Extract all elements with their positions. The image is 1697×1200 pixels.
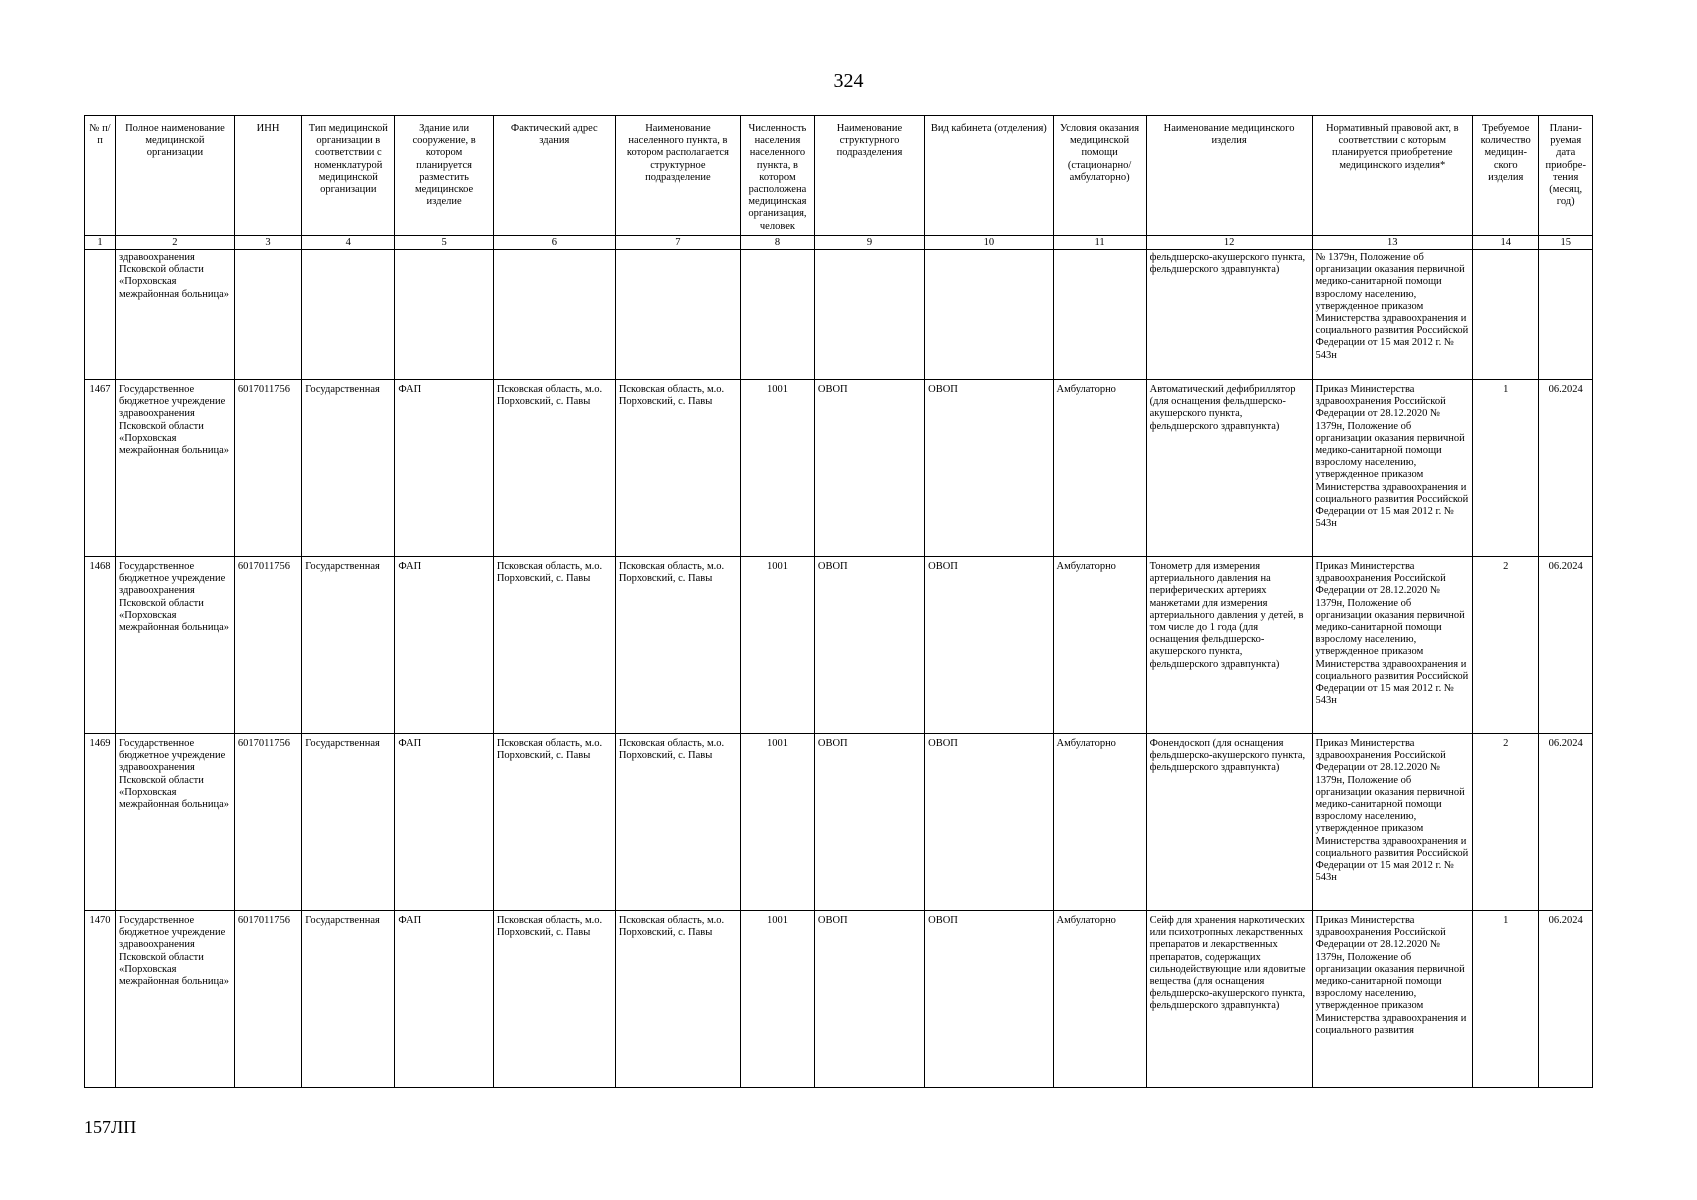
cell-date: 06.2024 (1539, 557, 1593, 734)
table-row (85, 380, 1593, 557)
column-header: Наименование структурного подразделения (814, 116, 924, 236)
column-number: 12 (1146, 236, 1312, 250)
cell-num: 1469 (85, 734, 116, 911)
cell-conditions: Амбулаторно (1053, 911, 1146, 1088)
column-number: 5 (395, 236, 493, 250)
cell-org: Государственное бюджетное учреждение здравоохранения Псковской области «Порховская межрайонная больница» (116, 380, 235, 557)
cell-device: Автоматический дефибриллятор (для оснащения фельдшерско-акушерского пункта, фельдшерского здравпункта) (1146, 380, 1312, 557)
cell-address: Псковская область, м.о. Порховский, с. Павы (493, 734, 615, 911)
column-number: 10 (925, 236, 1053, 250)
cell-inn: 6017011756 (234, 380, 301, 557)
table-header-row (85, 116, 1593, 236)
column-number: 7 (615, 236, 740, 250)
cell-building: ФАП (395, 380, 493, 557)
cell-org: здравоохранения Псковской области «Порховская межрайонная больница» (116, 250, 235, 380)
column-header: Численность населения населенного пункта, в котором расположена медицинская организация, человек (741, 116, 815, 236)
cell-num: 1467 (85, 380, 116, 557)
column-header: Нормативный правовой акт, в соответствии с которым планируется приобретение медицинского изделия* (1312, 116, 1473, 236)
cell-type: Государственная (302, 911, 395, 1088)
column-header: Полное наименование медицинской организации (116, 116, 235, 236)
column-number: 8 (741, 236, 815, 250)
cell-conditions: Амбулаторно (1053, 380, 1146, 557)
cell-unit: ОВОП (814, 734, 924, 911)
cell-unit: ОВОП (814, 557, 924, 734)
column-number: 13 (1312, 236, 1473, 250)
cell-device: фельдшерско-акушерского пункта, фельдшерского здравпункта) (1146, 250, 1312, 380)
cell-cabinet: ОВОП (925, 557, 1053, 734)
cell-act: Приказ Министерства здравоохранения Российской Федерации от 28.12.2020 № 1379н, Положение об организации оказания первичной медико-санитарной помощи взрослому населению, утвержденное приказом Министерства здравоохранения и социального развития Российской Федерации от 15 мая 2012 г. № 543н (1312, 380, 1473, 557)
cell-conditions: Амбулаторно (1053, 734, 1146, 911)
column-number: 11 (1053, 236, 1146, 250)
cell-cabinet: ОВОП (925, 911, 1053, 1088)
table-row (85, 911, 1593, 1088)
cell-conditions: Амбулаторно (1053, 557, 1146, 734)
cell-locality: Псковская область, м.о. Порховский, с. Павы (615, 557, 740, 734)
column-number: 14 (1473, 236, 1539, 250)
column-header: Требуемое количество медицин-ского изделия (1473, 116, 1539, 236)
column-number: 1 (85, 236, 116, 250)
cell-type: Государственная (302, 557, 395, 734)
cell-org: Государственное бюджетное учреждение здравоохранения Псковской области «Порховская межрайонная больница» (116, 557, 235, 734)
table-row (85, 734, 1593, 911)
cell-num: 1468 (85, 557, 116, 734)
table-row (85, 557, 1593, 734)
document-code: 157ЛП (84, 1117, 137, 1137)
cell-population: 1001 (741, 734, 815, 911)
cell-act: № 1379н, Положение об организации оказания первичной медико-санитарной помощи взрослому населению, утвержденное приказом Министерства здравоохранения и социального развития Российской Федерации от 15 мая 2012 г. № 543н (1312, 250, 1473, 380)
cell-cabinet: ОВОП (925, 380, 1053, 557)
cell-building: ФАП (395, 734, 493, 911)
column-header: Наименование медицинского изделия (1146, 116, 1312, 236)
cell-device: Тонометр для измерения артериального давления на периферических артериях манжетами для измерения артериального давления у детей, в том числе до 1 года (для оснащения фельдшерско-акушерского пункта, фельдшерского здравпункта) (1146, 557, 1312, 734)
cell-act: Приказ Министерства здравоохранения Российской Федерации от 28.12.2020 № 1379н, Положение об организации оказания первичной медико-санитарной помощи взрослому населению, утвержденное приказом Министерства здравоохранения и социального развития (1312, 911, 1473, 1088)
column-header: Вид кабинета (отделения) (925, 116, 1053, 236)
column-header: Условия оказания медицинской помощи (стационарно/ амбулаторно) (1053, 116, 1146, 236)
column-header: Фактический адрес здания (493, 116, 615, 236)
cell-type: Государственная (302, 734, 395, 911)
cell-inn: 6017011756 (234, 734, 301, 911)
cell-num: 1470 (85, 911, 116, 1088)
cell-date: 06.2024 (1539, 911, 1593, 1088)
cell-unit: ОВОП (814, 380, 924, 557)
cell-qty: 2 (1473, 734, 1539, 911)
column-number: 2 (116, 236, 235, 250)
column-header: Плани-руемая дата приобре-тения (месяц, год) (1539, 116, 1593, 236)
cell-cabinet: ОВОП (925, 734, 1053, 911)
column-number: 15 (1539, 236, 1593, 250)
page-number: 324 (833, 70, 864, 92)
cell-inn: 6017011756 (234, 557, 301, 734)
column-number: 3 (234, 236, 301, 250)
cell-building: ФАП (395, 557, 493, 734)
cell-inn: 6017011756 (234, 911, 301, 1088)
cell-qty: 1 (1473, 380, 1539, 557)
column-header: Тип медицинской организации в соответствии с номенклатурой медицинской организации (302, 116, 395, 236)
column-number: 6 (493, 236, 615, 250)
cell-org: Государственное бюджетное учреждение здравоохранения Псковской области «Порховская межрайонная больница» (116, 911, 235, 1088)
column-header: Здание или сооружение, в котором планируется разместить медицинское изделие (395, 116, 493, 236)
cell-address: Псковская область, м.о. Порховский, с. Павы (493, 911, 615, 1088)
cell-population: 1001 (741, 911, 815, 1088)
column-number: 9 (814, 236, 924, 250)
cell-locality: Псковская область, м.о. Порховский, с. Павы (615, 911, 740, 1088)
cell-device: Сейф для хранения наркотических или психотропных лекарственных препаратов и лекарственных препаратов, содержащих сильнодействующие или ядовитые вещества (для оснащения фельдшерско-акушерского пункта, фельдшерского здравпункта) (1146, 911, 1312, 1088)
cell-org: Государственное бюджетное учреждение здравоохранения Псковской области «Порховская межрайонная больница» (116, 734, 235, 911)
cell-building: ФАП (395, 911, 493, 1088)
cell-unit: ОВОП (814, 911, 924, 1088)
cell-date: 06.2024 (1539, 380, 1593, 557)
cell-date: 06.2024 (1539, 734, 1593, 911)
cell-act: Приказ Министерства здравоохранения Российской Федерации от 28.12.2020 № 1379н, Положение об организации оказания первичной медико-санитарной помощи взрослому населению, утвержденное приказом Министерства здравоохранения и социального развития Российской Федерации от 15 мая 2012 г. № 543н (1312, 734, 1473, 911)
cell-population: 1001 (741, 380, 815, 557)
cell-locality: Псковская область, м.о. Порховский, с. Павы (615, 734, 740, 911)
continuation-row (85, 250, 1593, 380)
column-header: ИНН (234, 116, 301, 236)
cell-type: Государственная (302, 380, 395, 557)
cell-qty: 1 (1473, 911, 1539, 1088)
cell-device: Фонендоскоп (для оснащения фельдшерско-акушерского пункта, фельдшерского здравпункта) (1146, 734, 1312, 911)
cell-qty: 2 (1473, 557, 1539, 734)
cell-locality: Псковская область, м.о. Порховский, с. Павы (615, 380, 740, 557)
cell-population: 1001 (741, 557, 815, 734)
column-number-row (85, 236, 1593, 250)
column-header: № п/п (85, 116, 116, 236)
column-number: 4 (302, 236, 395, 250)
cell-act: Приказ Министерства здравоохранения Российской Федерации от 28.12.2020 № 1379н, Положение об организации оказания первичной медико-санитарной помощи взрослому населению, утвержденное приказом Министерства здравоохранения и социального развития Российской Федерации от 15 мая 2012 г. № 543н (1312, 557, 1473, 734)
column-header: Наименование населенного пункта, в котором располагается структурное подразделение (615, 116, 740, 236)
cell-address: Псковская область, м.о. Порховский, с. Павы (493, 380, 615, 557)
equipment-table (84, 115, 1593, 1088)
cell-address: Псковская область, м.о. Порховский, с. Павы (493, 557, 615, 734)
